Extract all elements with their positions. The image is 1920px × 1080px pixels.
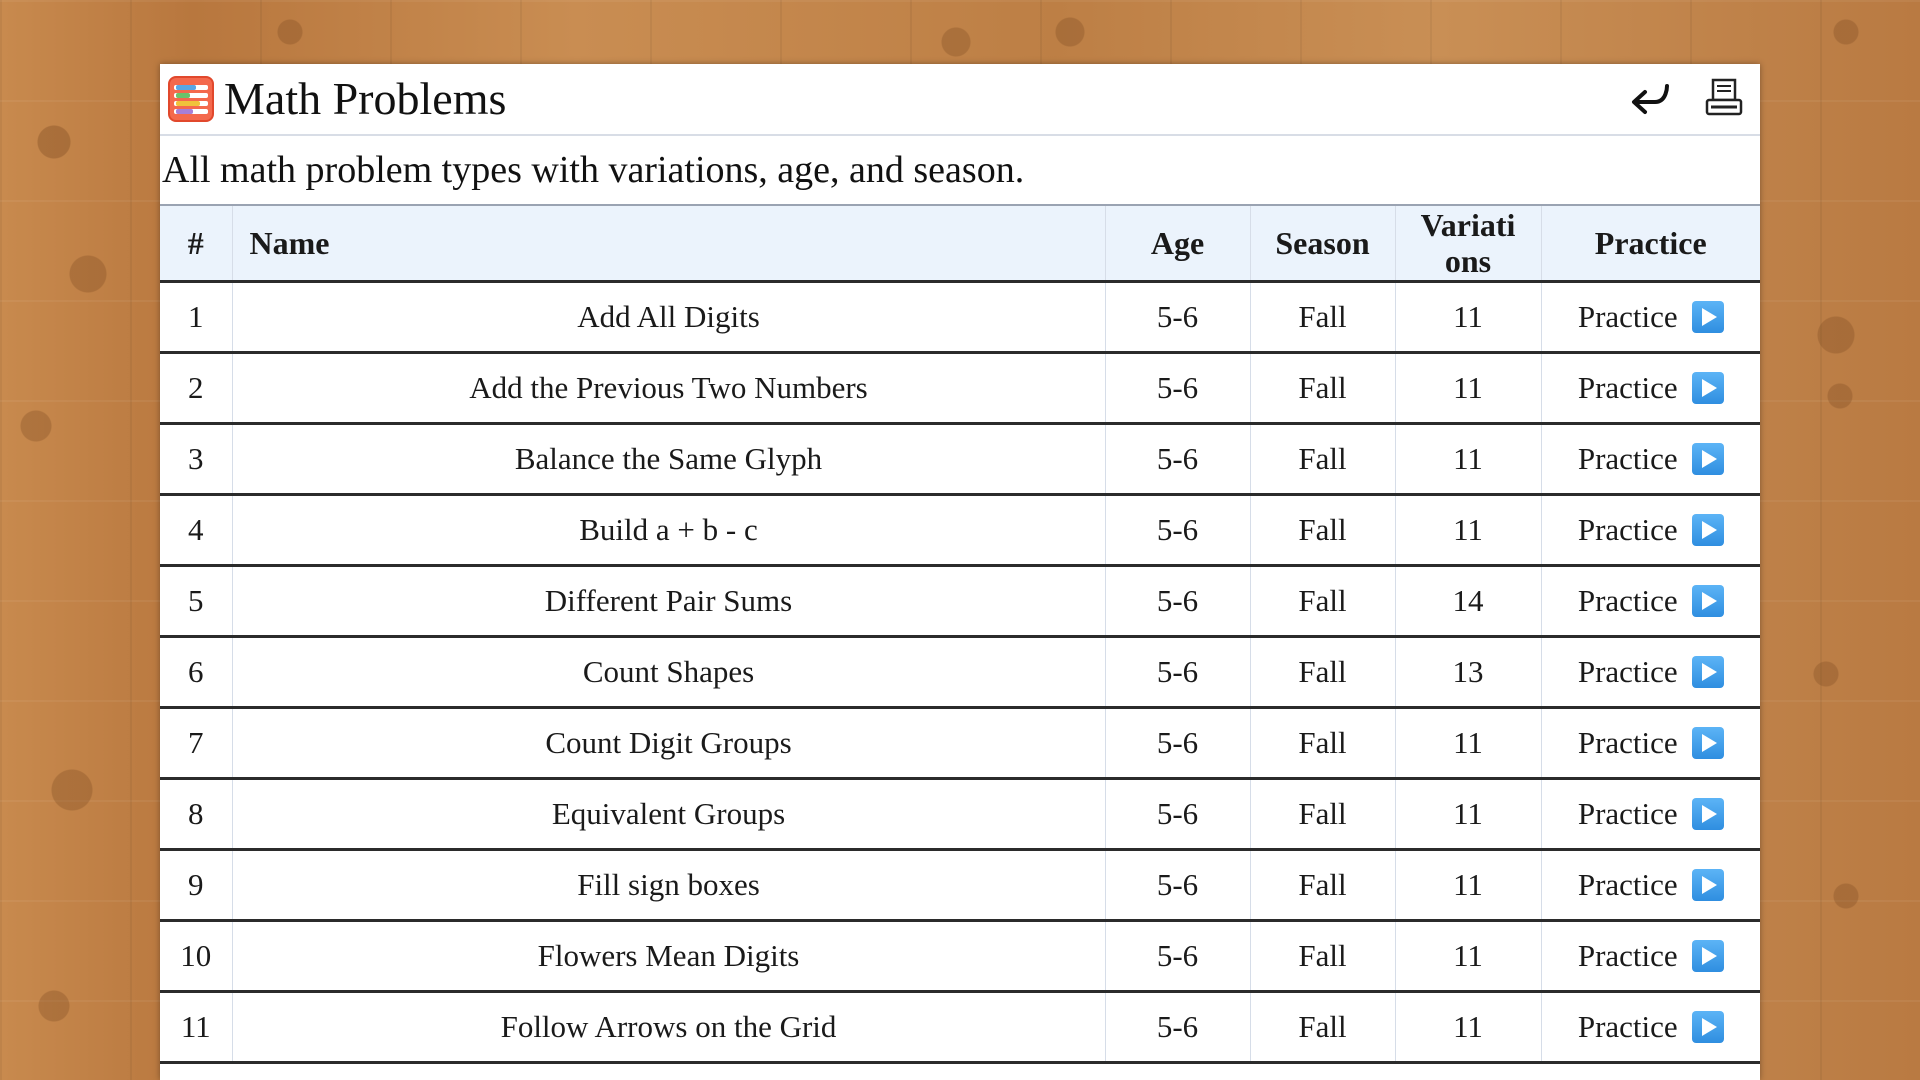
practice-label: Practice [1577,583,1678,618]
practice-cell [1541,495,1760,566]
play-icon[interactable] [1692,443,1724,475]
header-variations-line1: Variati [1420,207,1516,243]
table-row[interactable] [160,850,1760,921]
practice-label: Practice [1577,938,1678,973]
row-season: Fall [1250,921,1395,992]
practice-label: Practice [1577,370,1678,405]
table-row[interactable] [160,708,1760,779]
header-actions [1626,74,1748,122]
page-subtitle: All math problem types with variations, age, and season. [160,136,1760,206]
row-variations: 11 [1395,992,1541,1063]
row-variations: 11 [1395,708,1541,779]
play-icon[interactable] [1692,727,1724,759]
table-row[interactable] [160,637,1760,708]
practice-cell [1541,850,1760,921]
practice-button[interactable] [1578,867,1724,903]
table-header-row [160,206,1760,282]
practice-button[interactable] [1578,1009,1724,1045]
row-number: 5 [160,566,232,637]
practice-button[interactable] [1578,299,1724,335]
header-practice[interactable]: Practice [1541,206,1760,282]
row-variations: 11 [1395,424,1541,495]
row-age: 5-6 [1105,424,1250,495]
table-row[interactable] [160,282,1760,353]
practice-button[interactable] [1578,512,1724,548]
play-icon[interactable] [1692,514,1724,546]
practice-label: Practice [1577,867,1678,902]
problem-name[interactable]: Equivalent Groups [232,779,1105,850]
header-number[interactable]: # [160,206,232,282]
practice-button[interactable] [1578,654,1724,690]
practice-button[interactable] [1578,583,1724,619]
practice-button[interactable] [1578,938,1724,974]
problems-table [160,206,1760,1064]
abacus-icon [168,76,214,122]
row-season: Fall [1250,424,1395,495]
row-season: Fall [1250,495,1395,566]
play-icon[interactable] [1692,656,1724,688]
problem-name[interactable]: Add the Previous Two Numbers [232,353,1105,424]
row-variations: 13 [1395,637,1541,708]
row-age: 5-6 [1105,779,1250,850]
problem-name[interactable]: Balance the Same Glyph [232,424,1105,495]
play-icon[interactable] [1692,798,1724,830]
play-icon[interactable] [1692,372,1724,404]
header-name[interactable]: Name [232,206,1105,282]
row-number: 8 [160,779,232,850]
practice-label: Practice [1577,299,1678,334]
problem-name[interactable]: Follow Arrows on the Grid [232,992,1105,1063]
row-season: Fall [1250,992,1395,1063]
row-season: Fall [1250,779,1395,850]
practice-label: Practice [1577,441,1678,476]
row-age: 5-6 [1105,495,1250,566]
practice-cell [1541,708,1760,779]
row-number: 2 [160,353,232,424]
row-number: 11 [160,992,232,1063]
practice-cell [1541,992,1760,1063]
practice-label: Practice [1577,512,1678,547]
table-row[interactable] [160,353,1760,424]
practice-label: Practice [1577,725,1678,760]
play-icon[interactable] [1692,940,1724,972]
practice-cell [1541,921,1760,992]
practice-label: Practice [1577,1009,1678,1044]
row-number: 9 [160,850,232,921]
table-row[interactable] [160,566,1760,637]
row-age: 5-6 [1105,850,1250,921]
row-age: 5-6 [1105,566,1250,637]
row-age: 5-6 [1105,708,1250,779]
row-number: 10 [160,921,232,992]
row-age: 5-6 [1105,637,1250,708]
table-row[interactable] [160,495,1760,566]
practice-button[interactable] [1578,441,1724,477]
math-problems-panel [160,64,1760,1080]
problem-name[interactable]: Build a + b - c [232,495,1105,566]
problem-name[interactable]: Different Pair Sums [232,566,1105,637]
header-bar [160,64,1760,136]
row-age: 5-6 [1105,353,1250,424]
row-season: Fall [1250,850,1395,921]
table-row[interactable] [160,779,1760,850]
row-variations: 11 [1395,921,1541,992]
play-icon[interactable] [1692,1011,1724,1043]
row-season: Fall [1250,353,1395,424]
row-age: 5-6 [1105,921,1250,992]
row-number: 7 [160,708,232,779]
problem-name[interactable]: Flowers Mean Digits [232,921,1105,992]
row-number: 3 [160,424,232,495]
row-variations: 14 [1395,566,1541,637]
row-number: 4 [160,495,232,566]
row-season: Fall [1250,282,1395,353]
printer-icon [1704,77,1744,119]
header-variations-line2: ons [1444,243,1492,279]
practice-cell [1541,353,1760,424]
play-icon[interactable] [1692,585,1724,617]
row-number: 1 [160,282,232,353]
table-row[interactable] [160,921,1760,992]
practice-button[interactable] [1578,725,1724,761]
problem-name[interactable]: Count Shapes [232,637,1105,708]
practice-label: Practice [1577,654,1678,689]
return-arrow-icon [1627,78,1673,118]
practice-cell [1541,282,1760,353]
problem-name[interactable]: Add All Digits [232,282,1105,353]
play-icon[interactable] [1692,301,1724,333]
row-variations: 11 [1395,850,1541,921]
play-icon[interactable] [1692,869,1724,901]
row-age: 5-6 [1105,992,1250,1063]
header-variations[interactable] [1395,206,1541,282]
row-season: Fall [1250,566,1395,637]
header-season[interactable]: Season [1250,206,1395,282]
practice-label: Practice [1577,796,1678,831]
row-variations: 11 [1395,495,1541,566]
practice-button[interactable] [1578,370,1724,406]
row-variations: 11 [1395,353,1541,424]
row-age: 5-6 [1105,282,1250,353]
practice-button[interactable] [1578,796,1724,832]
problem-name[interactable]: Count Digit Groups [232,708,1105,779]
print-button[interactable] [1700,74,1748,122]
problem-name[interactable]: Fill sign boxes [232,850,1105,921]
row-season: Fall [1250,708,1395,779]
row-number: 6 [160,637,232,708]
practice-cell [1541,637,1760,708]
row-variations: 11 [1395,282,1541,353]
back-button[interactable] [1626,74,1674,122]
practice-cell [1541,779,1760,850]
page-title: Math Problems [224,73,507,124]
row-season: Fall [1250,637,1395,708]
row-variations: 11 [1395,779,1541,850]
table-row[interactable] [160,992,1760,1063]
table-row[interactable] [160,424,1760,495]
practice-cell [1541,566,1760,637]
header-age[interactable]: Age [1105,206,1250,282]
practice-cell [1541,424,1760,495]
